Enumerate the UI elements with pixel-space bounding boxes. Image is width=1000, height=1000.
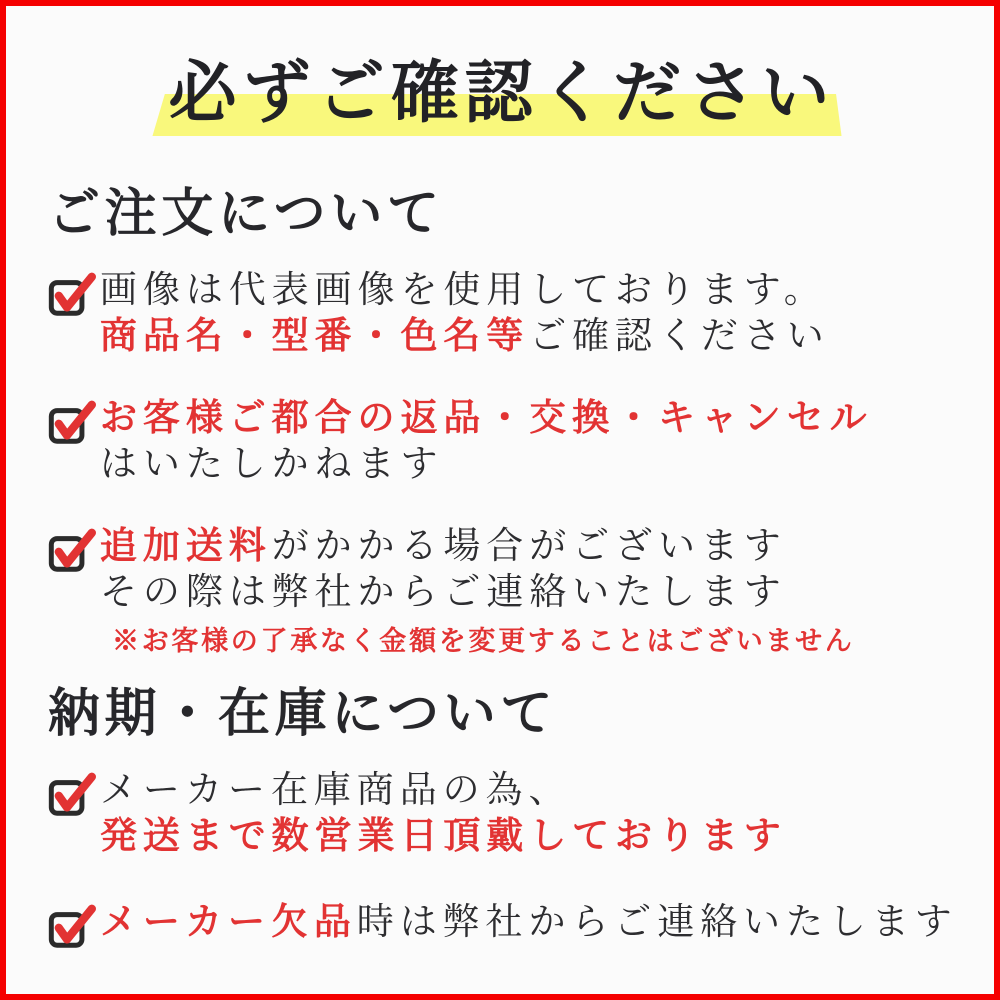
page-title: 必ずご確認ください bbox=[168, 55, 836, 131]
item-text bbox=[100, 396, 956, 488]
title-inner bbox=[168, 46, 835, 140]
item-text bbox=[100, 524, 956, 658]
item-text bbox=[100, 768, 956, 860]
checkbox-check-icon bbox=[48, 270, 96, 320]
text-black: がかかる場合がございます bbox=[271, 526, 787, 567]
item-text-line bbox=[100, 900, 958, 946]
item-text-line bbox=[100, 314, 956, 360]
section-stock bbox=[48, 684, 956, 952]
item-text-line bbox=[100, 524, 956, 570]
text-black: ご確認ください bbox=[529, 316, 830, 357]
list-item bbox=[48, 900, 956, 952]
text-black: メーカー在庫商品の為、 bbox=[100, 770, 572, 811]
list-item bbox=[48, 396, 956, 488]
text-black: はいたしかねます bbox=[100, 444, 444, 485]
text-black: 時は弊社からご連絡いたします bbox=[356, 902, 958, 943]
title-banner bbox=[48, 46, 956, 140]
list-item bbox=[48, 268, 956, 360]
item-text-line bbox=[100, 570, 956, 616]
text-black: その際は弊社からご連絡いたします bbox=[100, 572, 787, 613]
item-text-line bbox=[100, 768, 956, 814]
text-red: 追加送料 bbox=[100, 526, 272, 567]
text-red: お客様ご都合の返品・交換・キャンセル bbox=[100, 398, 873, 439]
item-text-line bbox=[100, 442, 956, 488]
section-order-heading: ご注文について bbox=[48, 186, 444, 243]
list-item bbox=[48, 524, 956, 658]
text-black: 画像は代表画像を使用しております。 bbox=[100, 270, 827, 311]
item-text bbox=[100, 268, 956, 360]
item-text-line bbox=[100, 814, 956, 860]
checkbox-check-icon bbox=[48, 398, 96, 448]
item-text-line bbox=[100, 396, 956, 442]
item-text bbox=[100, 900, 958, 946]
checkbox-check-icon bbox=[48, 770, 96, 820]
text-red: 商品名・型番・色名等 bbox=[100, 316, 530, 357]
item-footnote: ※お客様の了承なく金額を変更することはございません bbox=[112, 626, 855, 656]
section-order bbox=[48, 184, 956, 658]
list-item bbox=[48, 768, 956, 860]
text-red: 発送まで数営業日頂戴しております bbox=[100, 816, 787, 857]
checkbox-check-icon bbox=[48, 902, 96, 952]
section-stock-heading: 納期・在庫について bbox=[48, 686, 558, 743]
item-text-line bbox=[100, 268, 956, 314]
checkbox-check-icon bbox=[48, 526, 96, 576]
text-red: メーカー欠品 bbox=[100, 902, 357, 943]
